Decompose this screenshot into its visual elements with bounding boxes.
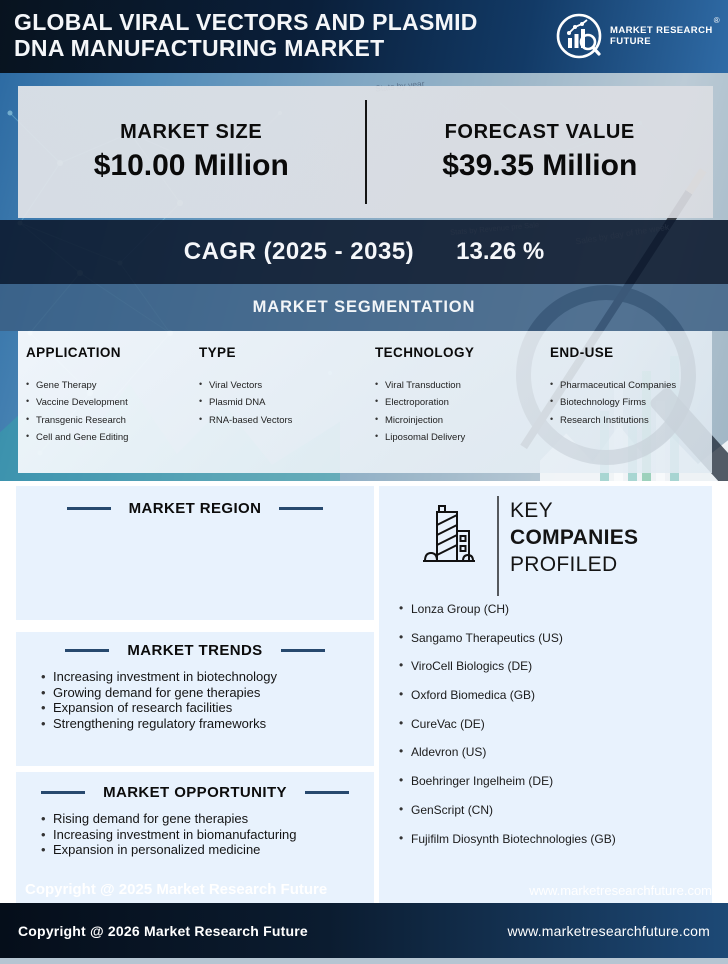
segmentation-list [375,380,474,443]
footer-bar [0,903,728,958]
market-opportunity-item: • Rising demand for gene therapies [41,811,364,827]
market-size-block [18,86,365,218]
market-trends-title-row [16,642,374,659]
segmentation-item: • Pharmaceutical Companies [550,380,676,391]
market-region-title: MARKET REGION [128,500,262,517]
segmentation-item: • Microinjection [375,415,474,426]
market-stats-panel [18,86,713,218]
segmentation-item: • Electroporation [375,397,474,408]
market-trends-list [16,669,374,731]
market-opportunity-title: MARKET OPPORTUNITY [103,784,287,801]
segmentation-heading: TYPE [199,345,236,360]
lower-section [0,481,728,903]
segmentation-panel [18,331,712,473]
market-size-label: MARKET SIZE [120,121,263,143]
market-size-value: $10.00 Million [93,149,289,182]
company-item: • Boehringer Ingelheim (DE) [399,774,702,788]
segmentation-item: • Viral Vectors [199,380,292,391]
market-opportunity-item: • Increasing investment in biomanufacturing [41,827,364,843]
title-dash [279,507,323,510]
segmentation-heading: APPLICATION [26,345,121,360]
market-trend-item: • Strengthening regulatory frameworks [41,716,364,732]
company-item: • GenScript (CN) [399,803,702,817]
segmentation-item: • Plasmid DNA [199,397,292,408]
market-region-box [16,486,374,620]
segmentation-item: • Research Institutions [550,415,676,426]
segmentation-heading: END-USE [550,345,614,360]
segmentation-item: • Transgenic Research [26,415,128,426]
segmentation-column-end-use [550,345,676,432]
cagr-value: 13.26 % [456,238,545,265]
company-item: • CureVac (DE) [399,717,702,731]
segmentation-item: • RNA-based Vectors [199,415,292,426]
segmentation-item: • Viral Transduction [375,380,474,391]
market-trends-title: MARKET TRENDS [127,642,263,659]
registered-trademark-symbol: ® [713,16,720,25]
key-companies-title [510,497,638,578]
footer-website-link[interactable]: www.marketresearchfuture.com [507,922,710,939]
title-dash [67,507,111,510]
bottom-strip [0,958,728,964]
company-item: • Fujifilm Diosynth Biotechnologies (GB) [399,832,702,846]
market-opportunity-title-row [16,784,374,801]
key-companies-header [379,500,712,596]
segmentation-column-technology [375,345,474,449]
segmentation-item: • Gene Therapy [26,380,128,391]
building-icon [422,503,476,569]
key-companies-title-line3: PROFILED [510,553,618,576]
segmentation-list [199,380,292,426]
segmentation-list [550,380,676,426]
market-trend-item: • Growing demand for gene therapies [41,685,364,701]
page-title-line1: GLOBAL VIRAL VECTORS AND PLASMID [14,9,478,35]
magnifier-chart-logo-icon [555,12,603,60]
segmentation-list [26,380,128,443]
cagr-label: CAGR (2025 - 2035) [183,238,415,265]
market-opportunity-list [16,811,374,858]
company-item: • Lonza Group (CH) [399,602,702,616]
key-companies-title-line1: KEY [510,499,553,522]
overlay-website-text: www.marketresearchfuture.com [529,883,712,898]
market-trend-item: • Increasing investment in biotechnology [41,669,364,685]
brand-logo [555,12,718,60]
segmentation-item: • Liposomal Delivery [375,432,474,443]
segmentation-item: • Vaccine Development [26,397,128,408]
key-companies-list [399,602,702,860]
brand-name: MARKET RESEARCH FUTURE ® [610,16,720,47]
page-title-line2: DNA MANUFACTURING MARKET [14,35,385,61]
segmentation-column-type [199,345,292,432]
title-dash [305,791,349,794]
company-item: • Sangamo Therapeutics (US) [399,631,702,645]
segmentation-column-application [26,345,128,449]
market-opportunity-item: • Expansion in personalized medicine [41,842,364,858]
segmentation-item: • Cell and Gene Editing [26,432,128,443]
market-region-title-row [16,500,374,517]
key-companies-box [379,486,712,903]
company-item: • ViroCell Biologics (DE) [399,659,702,673]
segmentation-item: • Biotechnology Firms [550,397,676,408]
vertical-divider [497,496,499,596]
page-title [14,9,478,61]
forecast-value-label: FORECAST VALUE [444,121,635,143]
background-photo-band [0,73,728,481]
company-item: • Oxford Biomedica (GB) [399,688,702,702]
segmentation-title: MARKET SEGMENTATION [252,298,476,316]
market-trends-box [16,632,374,766]
forecast-value-block [367,86,714,218]
company-item: • Aldevron (US) [399,745,702,759]
forecast-value-value: $39.35 Million [442,149,638,182]
footer-copyright: Copyright @ 2026 Market Research Future [18,922,308,939]
title-dash [65,649,109,652]
key-companies-title-line2: COMPANIES [510,526,639,549]
overlay-copyright-text: Copyright @ 2025 Market Research Future [25,881,328,898]
segmentation-title-band [0,284,728,331]
header [0,0,728,73]
title-dash [41,791,85,794]
market-trend-item: • Expansion of research facilities [41,700,364,716]
cagr-band [0,220,728,284]
segmentation-heading: TECHNOLOGY [375,345,475,360]
title-dash [281,649,325,652]
